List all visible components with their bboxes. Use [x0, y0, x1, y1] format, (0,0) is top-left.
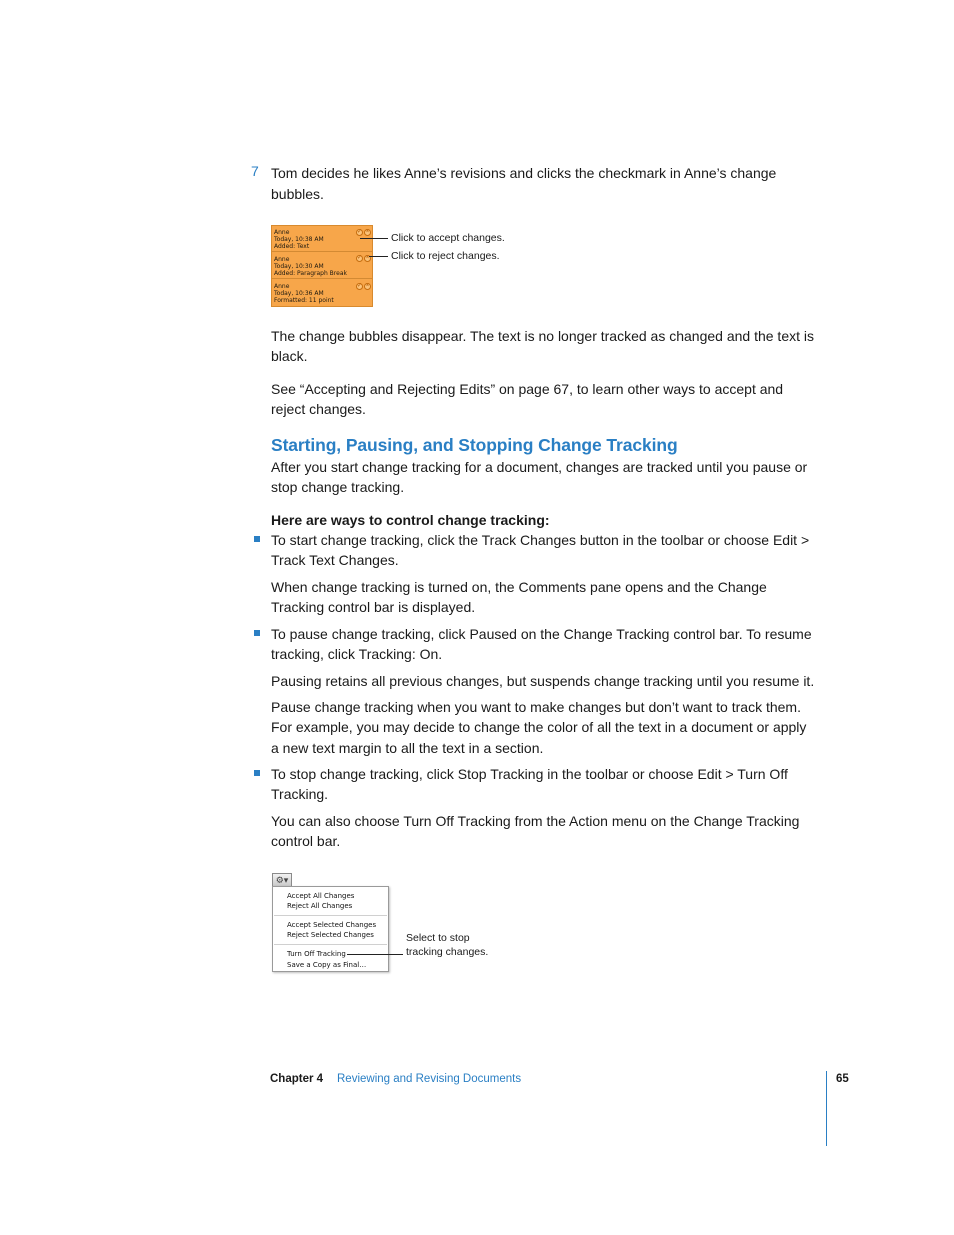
menu-separator — [274, 944, 387, 945]
menu-item-reject-selected[interactable]: Reject Selected Changes — [287, 931, 374, 939]
change-bubbles-figure — [271, 225, 373, 307]
paragraph-line: For example, you may decide to change the color of all the text in a document or apply — [271, 719, 807, 735]
lead-in-text: Here are ways to control change tracking: — [271, 512, 550, 528]
footer-chapter-title: Reviewing and Revising Documents — [337, 1073, 522, 1085]
bullet-text-line: Track Text Changes. — [271, 552, 399, 568]
menu-item-accept-selected[interactable]: Accept Selected Changes — [287, 921, 377, 929]
bullet-icon — [254, 630, 260, 636]
paragraph-line: You can also choose Turn Off Tracking from the Action menu on the Change Tracking — [271, 813, 800, 829]
bubble-time: Today, 10:36 AM — [274, 290, 324, 297]
paragraph-line: Pause change tracking when you want to make changes but don’t want to track them. — [271, 699, 801, 715]
paragraph-line: See “Accepting and Rejecting Edits” on page 67, to learn other ways to accept and — [271, 381, 784, 397]
footer-chapter: Chapter 4 — [270, 1073, 324, 1085]
accept-check-icon[interactable]: ✓ — [357, 283, 363, 289]
action-menu — [272, 886, 389, 972]
paragraph-line: After you start change tracking for a document, changes are tracked until you pause or — [271, 459, 808, 475]
paragraph-line: Pausing retains all previous changes, but suspends change tracking until you resume it. — [271, 673, 815, 689]
bubble-author: Anne — [274, 283, 290, 290]
page-number: 65 — [836, 1073, 849, 1085]
bubble-author: Anne — [274, 256, 290, 263]
bubble-change: Added: Text — [274, 243, 310, 250]
section-heading: Starting, Pausing, and Stopping Change Tracking — [271, 435, 678, 455]
stop-tracking-callout-line-2: tracking changes. — [406, 946, 489, 958]
bubble-change: Added: Paragraph Break — [274, 270, 347, 277]
reject-callout: Click to reject changes. — [391, 250, 500, 262]
paragraph-line: stop change tracking. — [271, 479, 405, 495]
change-bubble — [272, 253, 372, 279]
accept-callout-line — [360, 238, 388, 239]
reject-x-icon[interactable]: × — [365, 255, 370, 261]
paragraph-line: reject changes. — [271, 401, 366, 417]
paragraph-line: The change bubbles disappear. The text is no longer tracked as changed and the text is — [271, 328, 814, 344]
accept-check-icon[interactable]: ✓ — [357, 229, 363, 235]
paragraph-line: Tracking control bar is displayed. — [271, 599, 476, 615]
bubble-author: Anne — [274, 229, 290, 236]
menu-item-reject-all[interactable]: Reject All Changes — [287, 902, 353, 910]
step-number: 7 — [251, 163, 259, 179]
menu-item-save-copy-final[interactable]: Save a Copy as Final… — [287, 961, 367, 969]
footer-rule — [826, 1071, 827, 1146]
menu-item-turn-off-tracking[interactable]: Turn Off Tracking — [287, 950, 346, 958]
stop-tracking-callout-line — [347, 954, 403, 955]
bubble-time: Today, 10:30 AM — [274, 263, 324, 270]
reject-callout-line — [369, 256, 388, 257]
paragraph-line: control bar. — [271, 833, 341, 849]
action-menu-button[interactable] — [272, 873, 292, 887]
bullet-text-line: To start change tracking, click the Track Changes button in the toolbar or choose Edit > — [271, 532, 810, 548]
bullet-text-line: Tracking. — [271, 786, 329, 802]
menu-item-accept-all[interactable]: Accept All Changes — [287, 892, 355, 900]
reject-x-icon[interactable]: × — [365, 283, 370, 289]
bullet-text-line: To pause change tracking, click Paused on the Change Tracking control bar. To resume — [271, 626, 812, 642]
paragraph-line: black. — [271, 348, 308, 364]
reject-x-icon[interactable]: × — [365, 229, 370, 235]
bullet-text-line: To stop change tracking, click Stop Tracking in the toolbar or choose Edit > Turn Off — [271, 766, 788, 782]
accept-check-icon[interactable]: ✓ — [357, 255, 363, 261]
paragraph-line: When change tracking is turned on, the Comments pane opens and the Change — [271, 579, 767, 595]
gear-icon: ⚙▾ — [275, 875, 289, 885]
menu-separator — [274, 915, 387, 916]
bubble-change: Formatted: 11 point — [274, 297, 334, 304]
change-bubble — [272, 280, 372, 306]
change-bubble — [272, 226, 372, 252]
step-text-line-2: bubbles. — [271, 186, 324, 202]
bullet-icon — [254, 536, 260, 542]
step-text-line-1: Tom decides he likes Anne’s revisions and clicks the checkmark in Anne’s change — [271, 165, 777, 181]
bullet-icon — [254, 770, 260, 776]
accept-callout: Click to accept changes. — [391, 232, 505, 244]
bubble-time: Today, 10:38 AM — [274, 236, 324, 243]
stop-tracking-callout-line-1: Select to stop — [406, 932, 470, 944]
bullet-text-line: tracking, click Tracking: On. — [271, 646, 443, 662]
paragraph-line: a new text margin to all the text in a section. — [271, 740, 544, 756]
